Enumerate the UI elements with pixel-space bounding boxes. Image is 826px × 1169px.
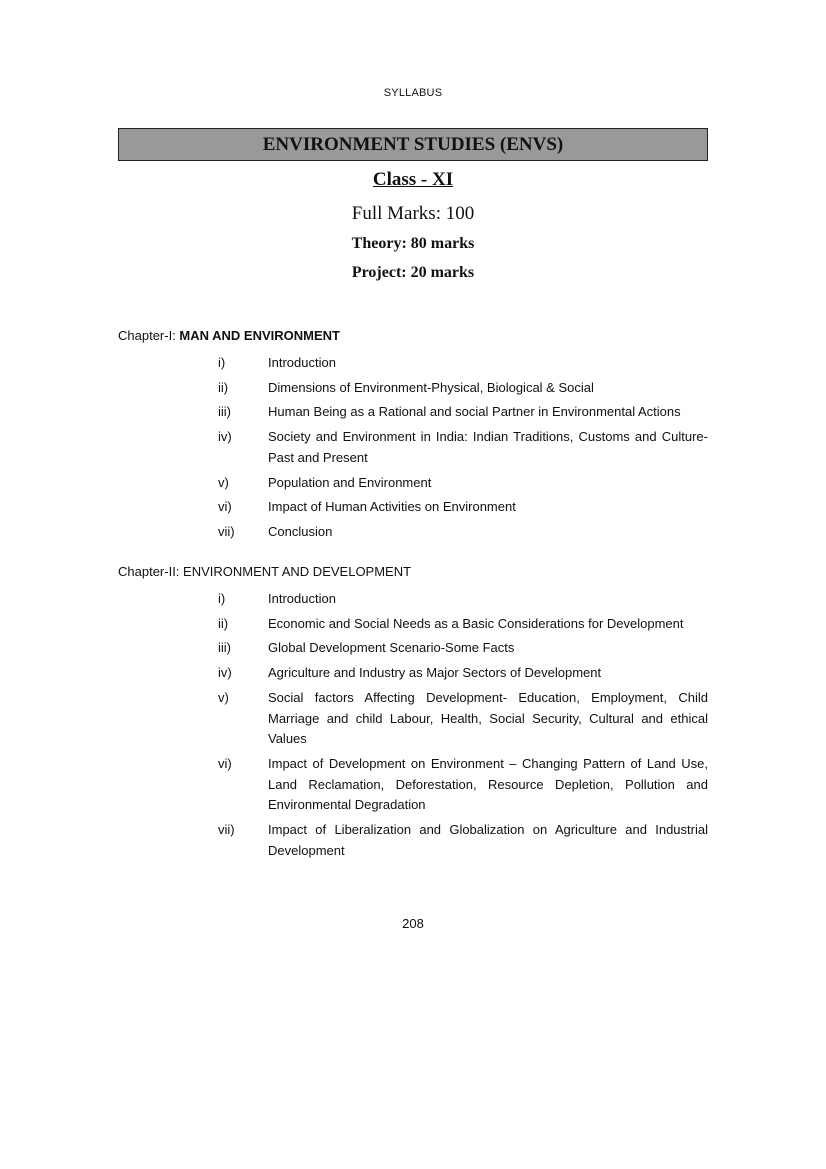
topic-number: vii): [218, 822, 235, 838]
topic-text: Agriculture and Industry as Major Sectors of Development: [268, 665, 602, 681]
list-item: [0, 614, 826, 635]
topic-number: iii): [218, 404, 231, 420]
chapter-2-prefix: Chapter-II:: [118, 564, 184, 579]
page-number: 208: [402, 916, 424, 931]
topic-number: ii): [218, 615, 229, 631]
topic-text: Economic and Social Needs as a Basic Considerations for Development: [268, 615, 684, 631]
topic-number: v): [218, 474, 229, 490]
topic-text: Human Being as a Rational and social Partner in Environmental Actions: [268, 404, 681, 420]
chapter-2-name: ENVIRONMENT AND DEVELOPMENT: [183, 564, 412, 579]
topic-text: Society and Environment in India: Indian Traditions, Customs and Culture-Past and Present: [268, 429, 708, 465]
topic-number: vi): [218, 755, 232, 771]
list-item: [0, 688, 826, 750]
topic-number: vi): [218, 499, 232, 515]
topic-number: ii): [218, 379, 229, 395]
topic-number: iv): [218, 665, 232, 681]
page-header-label: SYLLABUS: [383, 87, 443, 99]
topic-text: Global Development Scenario-Some Facts: [268, 640, 515, 656]
topic-text: Conclusion: [268, 523, 333, 539]
topic-number: iii): [218, 640, 231, 656]
topic-number: v): [218, 689, 229, 705]
topic-text: Population and Environment: [268, 474, 432, 490]
topic-text: Impact of Liberalization and Globalization on Agriculture and Industrial Development: [268, 822, 708, 858]
list-item: [0, 497, 826, 518]
topic-number: iv): [218, 429, 232, 445]
topic-text: Social factors Affecting Development- Education, Employment, Child Marriage and child Labour, Health, Social Security, Cultural and ethical Values: [268, 689, 708, 747]
topic-text: Impact of Human Activities on Environment: [268, 499, 516, 515]
list-item: [0, 522, 826, 543]
list-item: [0, 589, 826, 610]
list-item: [0, 353, 826, 374]
list-item: [0, 820, 826, 861]
subject-title: ENVIRONMENT STUDIES (ENVS): [262, 133, 564, 155]
topic-text: Introduction: [268, 591, 336, 606]
topic-text: Introduction: [268, 355, 336, 370]
project-marks: Project: 20 marks: [351, 264, 475, 281]
theory-marks: Theory: 80 marks: [351, 235, 475, 252]
chapter-1-topic-list: [0, 353, 826, 547]
chapter-2-topic-list: [0, 589, 826, 865]
topic-number: vii): [218, 523, 235, 539]
class-label: Class - XI: [372, 169, 454, 190]
full-marks: Full Marks: 100: [351, 203, 475, 224]
topic-number: i): [218, 355, 226, 370]
topic-text: Impact of Development on Environment – Changing Pattern of Land Use, Land Reclamation, Deforestation, Resource Depletion, Pollution and Environmental Degradation: [268, 755, 708, 813]
list-item: [0, 754, 826, 816]
topic-text: Dimensions of Environment-Physical, Biological & Social: [268, 379, 594, 395]
chapter-1-heading: [118, 328, 340, 343]
topic-number: i): [218, 591, 226, 606]
chapter-2-heading: [118, 564, 411, 579]
list-item: [0, 663, 826, 684]
list-item: [0, 427, 826, 468]
list-item: [0, 378, 826, 399]
chapter-1-prefix: Chapter-I:: [118, 328, 180, 343]
list-item: [0, 473, 826, 494]
chapter-1-name: MAN AND ENVIRONMENT: [179, 328, 340, 343]
list-item: [0, 402, 826, 423]
list-item: [0, 638, 826, 659]
subject-title-box: [118, 128, 708, 161]
